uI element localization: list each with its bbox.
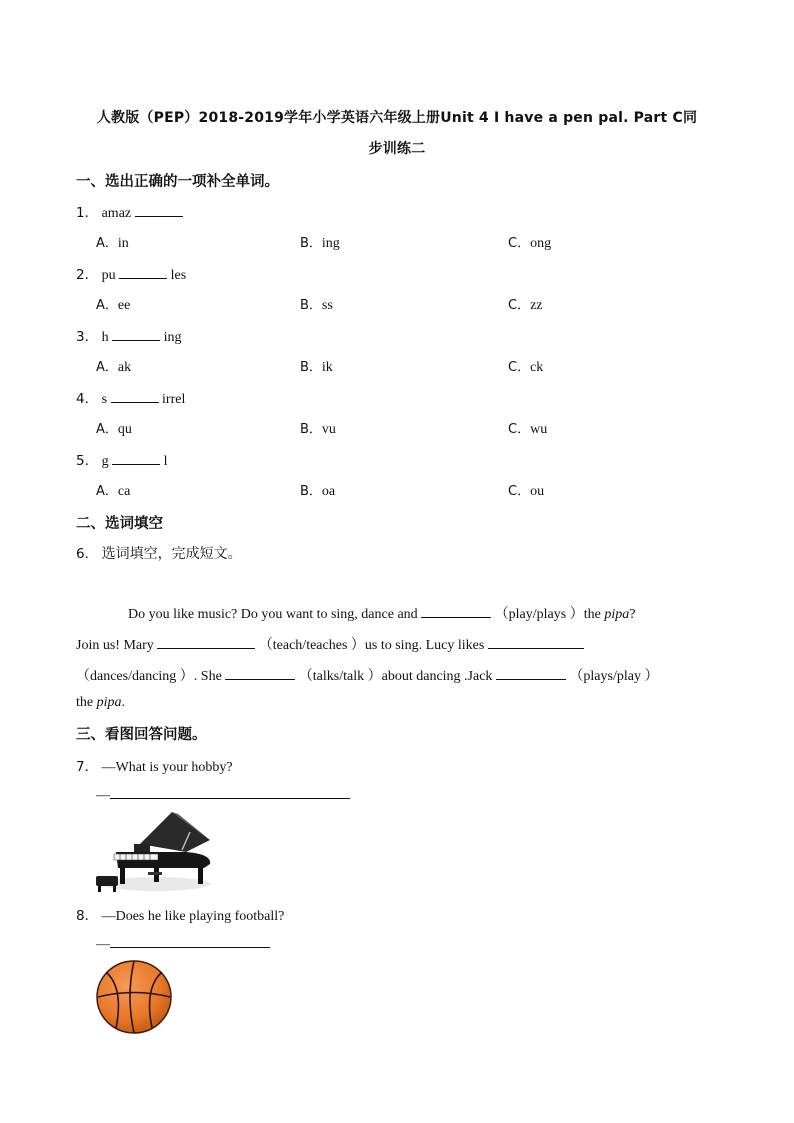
option-a[interactable] [96,356,131,376]
option-letter: C． [508,298,531,313]
option-text: ee [117,298,131,313]
answer-blank[interactable] [135,204,183,217]
option-text: ong [530,236,552,251]
option-letter: A． [96,298,118,313]
option-letter: C． [508,422,531,437]
question-4 [76,387,185,408]
option-c[interactable] [508,418,547,438]
question-6 [76,542,242,563]
section1-heading: 一、选出正确的一项补全单词。 [76,174,279,190]
option-b[interactable] [300,232,340,252]
option-letter: B． [300,236,322,251]
option-letter: B． [300,298,322,313]
option-b[interactable] [300,356,333,376]
answer-line-8 [96,935,270,953]
title-line-1: 人教版（PEP）2018-2019学年小学英语六年级上册Unit 4 I have a pen pal. Part C同 [96,110,698,126]
passage-text: ? [629,607,636,622]
option-text: wu [530,422,548,437]
question-text: —Does he like playing football? [101,909,285,924]
passage-line-4 [76,695,125,711]
answer-blank[interactable] [112,452,160,465]
passage-text: （dances/dancing ）. She [76,669,222,684]
question-number: 1． [76,205,99,221]
passage-italic: pipa [96,695,122,710]
passage-line-1 [128,603,635,623]
question-7 [76,755,233,776]
option-text: ou [530,484,545,499]
option-a[interactable] [96,480,130,500]
option-b[interactable] [300,480,335,500]
question-1 [76,201,183,222]
answer-blank[interactable] [110,935,270,948]
passage-text: Do you like music? Do you want to sing, dance and [128,607,418,622]
word-prefix: pu [101,268,116,283]
section3-heading: 三、看图回答问题。 [76,727,207,743]
word-suffix: irrel [162,392,186,407]
option-letter: A． [96,422,118,437]
option-letter: A． [96,360,118,375]
option-a[interactable] [96,294,130,314]
question-text: 选词填空，完成短文。 [101,546,242,562]
answer-blank[interactable] [111,390,159,403]
dash: — [96,937,110,952]
option-text: ing [321,236,340,251]
answer-blank[interactable] [421,605,491,618]
option-a[interactable] [96,232,129,252]
passage-text: （teach/teaches ）us to sing. Lucy likes [258,638,485,653]
title-line-2: 步训练二 [368,141,426,157]
word-suffix: les [170,268,187,283]
option-b[interactable] [300,418,336,438]
passage-text: （plays/play ） [569,669,659,684]
answer-blank[interactable] [157,636,255,649]
question-text: —What is your hobby? [101,760,233,775]
question-number: 2． [76,267,99,283]
option-letter: C． [508,360,531,375]
question-5 [76,449,167,470]
option-text: ak [117,360,132,375]
option-letter: C． [508,236,531,251]
answer-blank[interactable] [496,667,566,680]
question-number: 4． [76,391,99,407]
option-letter: A． [96,484,118,499]
question-number: 8． [76,908,99,924]
question-number: 7． [76,759,99,775]
question-number: 5． [76,453,99,469]
option-text: zz [530,298,543,313]
question-2 [76,263,186,284]
option-text: ik [321,360,333,375]
option-text: vu [321,422,336,437]
passage-text: . [121,695,125,710]
option-a[interactable] [96,418,132,438]
word-prefix: g [101,454,109,469]
word-prefix: s [101,392,108,407]
option-text: ck [530,360,544,375]
option-text: ss [321,298,333,313]
answer-blank[interactable] [119,266,167,279]
option-b[interactable] [300,294,333,314]
passage-italic: pipa [604,607,630,622]
option-letter: C． [508,484,531,499]
option-text: oa [321,484,336,499]
option-text: ca [117,484,131,499]
option-letter: B． [300,422,322,437]
word-prefix: h [101,330,109,345]
section2-heading: 二、选词填空 [76,516,163,532]
answer-line-7 [96,786,350,804]
passage-text: （talks/talk ）about dancing .Jack [298,669,493,684]
word-suffix: ing [163,330,182,345]
answer-blank[interactable] [488,636,584,649]
question-number: 3． [76,329,99,345]
question-number: 6． [76,546,99,562]
dash: — [96,788,110,803]
basketball-image [94,958,174,1036]
question-3 [76,325,181,346]
passage-line-3 [76,665,658,685]
answer-blank[interactable] [225,667,295,680]
passage-line-2 [76,634,584,654]
option-letter: A． [96,236,118,251]
answer-blank[interactable] [110,786,350,799]
option-text: in [117,236,129,251]
answer-blank[interactable] [112,328,160,341]
passage-text: （play/plays ）the [494,607,601,622]
option-c[interactable] [508,356,543,376]
option-c[interactable] [508,294,543,314]
option-text: qu [117,422,132,437]
option-c[interactable] [508,480,544,500]
grand-piano-image [94,810,216,894]
question-8 [76,904,284,925]
option-letter: B． [300,484,322,499]
passage-text: the [76,695,94,710]
option-letter: B． [300,360,322,375]
word-prefix: amaz [101,206,132,221]
word-suffix: l [163,454,168,469]
passage-text: Join us! Mary [76,638,154,653]
option-c[interactable] [508,232,551,252]
